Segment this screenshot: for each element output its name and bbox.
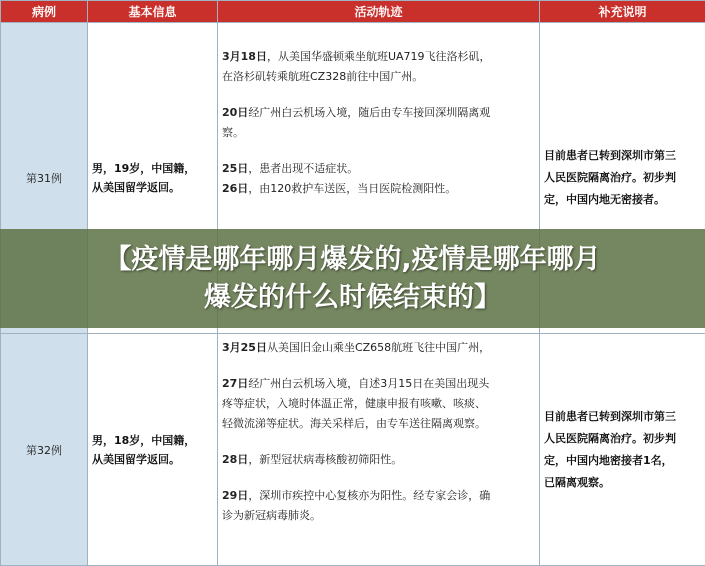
- activity-day: 26日: [222, 182, 248, 195]
- table-header-row: [1, 1, 705, 23]
- note-line: 定，中国内地密接者1名，: [544, 450, 705, 472]
- activity-line: [222, 394, 535, 414]
- note-line: 目前患者已转到深圳市第三: [544, 406, 705, 428]
- activity-line: [222, 123, 535, 143]
- activity-day: 28日: [222, 453, 248, 466]
- activity-text: ，从美国华盛顿乘坐航班UA719飞往洛杉矶，: [267, 50, 491, 63]
- activity-line: [222, 450, 535, 470]
- activity-text: ，由120救护车送医，当日医院检测阳性。: [248, 182, 456, 195]
- activity-day: 3月18日: [222, 50, 267, 63]
- activity-text: 经广州白云机场入境，随后由专车接回深圳隔离观: [248, 106, 490, 119]
- banner-title-line: 爆发的什么时候结束的】: [18, 279, 688, 317]
- title-banner: [0, 229, 705, 328]
- note-line: 定，中国内地无密接者。: [544, 189, 705, 211]
- activity-text: 经广州白云机场入境，自述3月15日在美国出现头: [248, 377, 489, 390]
- note-line: 人民医院隔离治疗。初步判: [544, 428, 705, 450]
- activity-line: [222, 47, 535, 67]
- activity-text: 疼等症状，入境时体温正常，健康申报有咳嗽、咳痰、: [222, 397, 486, 410]
- activity-line: [222, 414, 535, 434]
- activity-line: [222, 103, 535, 123]
- banner-title: [18, 241, 688, 317]
- supplementary-note: [540, 334, 705, 566]
- case-label: 第31例: [1, 23, 88, 334]
- activity-text: 从美国旧金山乘坐CZ658航班飞往中国广州，: [267, 341, 490, 354]
- activity-line: [222, 338, 535, 358]
- activity-day: 3月25日: [222, 341, 267, 354]
- activity-text: 轻微流涕等症状。海关采样后，由专车送往隔离观察。: [222, 417, 486, 430]
- activity-track: [218, 334, 540, 566]
- banner-title-line: 【疫情是哪年哪月爆发的,疫情是哪年哪月: [18, 241, 688, 279]
- header-activity: 活动轨迹: [218, 1, 540, 23]
- basic-info: [88, 334, 218, 566]
- activity-text: ，新型冠状病毒核酸初筛阳性。: [248, 453, 402, 466]
- activity-text: 诊为新冠病毒肺炎。: [222, 509, 321, 522]
- activity-text: ，患者出现不适症状。: [248, 162, 358, 175]
- header-basic-info: 基本信息: [88, 1, 218, 23]
- table-row: [1, 334, 705, 566]
- header-case: 病例: [1, 1, 88, 23]
- basic-info-line: 男，19岁，中国籍，: [92, 159, 217, 178]
- basic-info-line: 从美国留学返回。: [92, 178, 217, 197]
- activity-line: [222, 67, 535, 87]
- activity-line: [222, 179, 535, 199]
- activity-day: 20日: [222, 106, 248, 119]
- case-label: 第32例: [1, 334, 88, 566]
- activity-line: [222, 374, 535, 394]
- basic-info-line: 男，18岁，中国籍，: [92, 431, 217, 450]
- activity-day: 27日: [222, 377, 248, 390]
- basic-info-line: 从美国留学返回。: [92, 450, 217, 469]
- activity-line: [222, 506, 535, 526]
- activity-text: ，深圳市疾控中心复核亦为阳性。经专家会诊，确: [248, 489, 490, 502]
- note-line: 已隔离观察。: [544, 472, 705, 494]
- header-notes: 补充说明: [540, 1, 705, 23]
- activity-day: 25日: [222, 162, 248, 175]
- activity-text: 在洛杉矶转乘航班CZ328前往中国广州。: [222, 70, 423, 83]
- activity-line: [222, 159, 535, 179]
- note-line: 目前患者已转到深圳市第三: [544, 145, 705, 167]
- activity-day: 29日: [222, 489, 248, 502]
- activity-line: [222, 486, 535, 506]
- note-line: 人民医院隔离治疗。初步判: [544, 167, 705, 189]
- activity-text: 察。: [222, 126, 244, 139]
